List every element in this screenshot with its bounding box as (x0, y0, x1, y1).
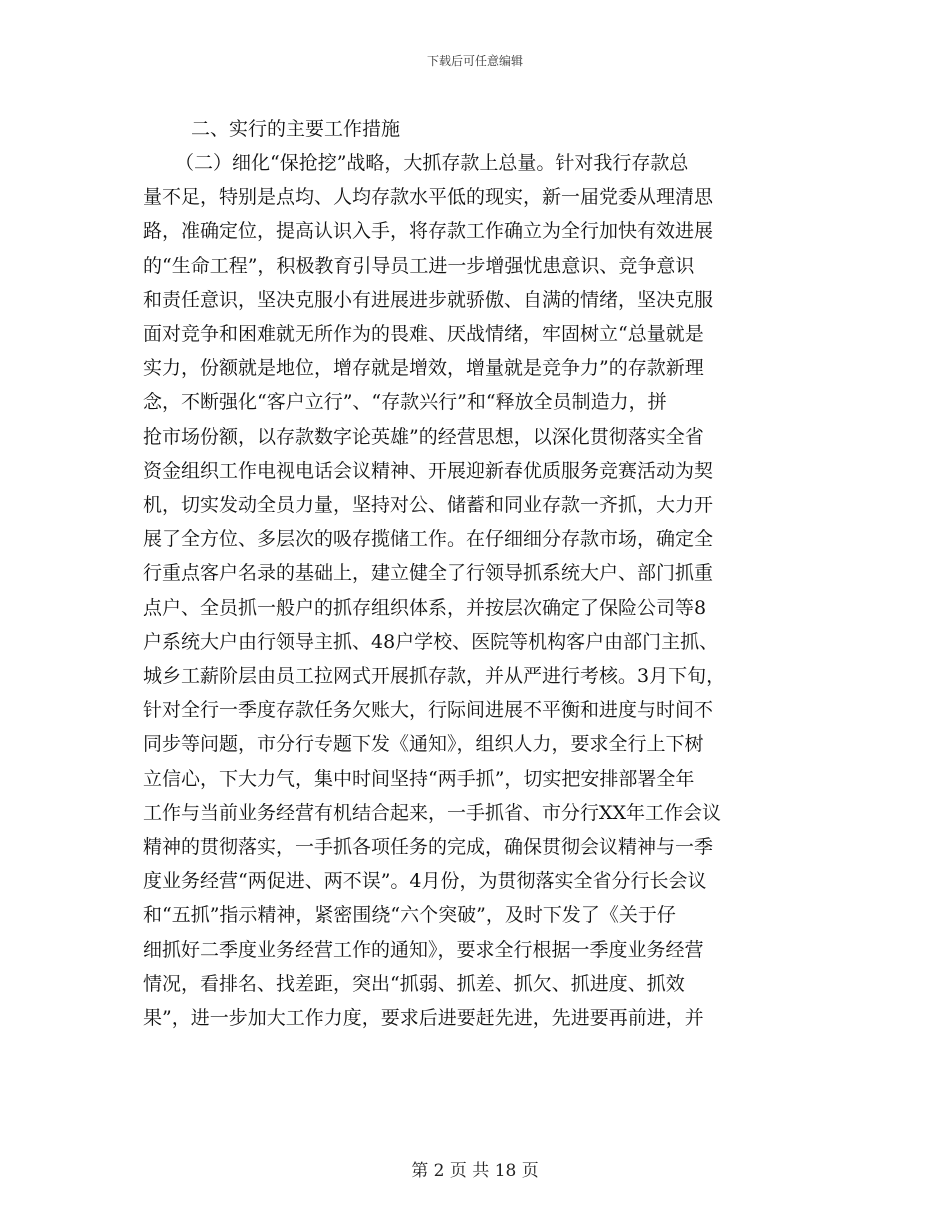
paragraph-line: 资金组织工作电视电话会议精神、开展迎新春优质服务竞赛活动为契 (143, 459, 714, 482)
paragraph-line: 城乡工薪阶层由员工拉网式开展抓存款，并从严进行考核。3月下旬， (143, 665, 726, 688)
page-number: 第 2 页 共 18 页 (411, 1161, 539, 1181)
paragraph-line: 和“五抓”指示精神，紧密围绕“六个突破”，及时下发了《关于仔 (143, 904, 676, 927)
paragraph-line: 机，切实发动全员力量，坚持对公、储蓄和同业存款一齐抓，大力开 (143, 494, 714, 517)
paragraph-line: 细抓好二季度业务经营工作的通知》，要求全行根据一季度业务经营 (143, 938, 704, 961)
paragraph-line: 立信心，下大力气，集中时间坚持“两手抓”，切实把安排部署全年 (143, 767, 695, 790)
paragraph-line: 户系统大户由行领导主抓、48户学校、医院等机构客户由部门主抓、 (143, 630, 719, 653)
paragraph-line: 情况，看排名、找差距，突出“抓弱、抓差、抓欠、抓进度、抓效 (143, 972, 685, 995)
document-body (143, 112, 803, 1035)
paragraph-line: 点户、全员抓一般户的抓存组织体系，并按层次确定了保险公司等8 (143, 596, 707, 619)
paragraph-line: 实力，份额就是地位，增存就是增效，增量就是竞争力”的存款新理 (143, 357, 704, 380)
paragraph-line: 路，准确定位，提高认识入手，将存款工作确立为全行加快有效进展 (143, 220, 714, 243)
page-header: 下载后可任意编辑 (426, 54, 523, 68)
paragraph-line: 念，不断强化“客户立行”、“存款兴行”和“释放全员制造力，拼 (143, 391, 667, 414)
paragraph-line: 的“生命工程”，积极教育引导员工进一步增强忧患意识、竞争意识 (143, 254, 695, 277)
paragraph-line: 果”，进一步加大工作力度，要求后进要赶先进，先进要再前进，并 (143, 1007, 704, 1030)
paragraph-line: 精神的贯彻落实，一手抓各项任务的完成，确保贯彻会议精神与一季 (143, 836, 714, 859)
paragraph-line: （二）细化“保抢挖”战略，大抓存款上总量。针对我行存款总 (175, 152, 689, 174)
paragraph-line: 度业务经营“两促进、两不误”。4月份，为贯彻落实全省分行长会议 (143, 870, 707, 893)
paragraph-line: 行重点客户名录的基础上，建立健全了行领导抓系统大户、部门抓重 (143, 562, 714, 585)
paragraph-line: 和责任意识，坚决克服小有进展进步就骄傲、自满的情绪，坚决克服 (143, 288, 714, 311)
paragraph-line: 针对全行一季度存款任务欠账大，行际间进展不平衡和进度与时间不 (143, 699, 714, 722)
paragraph-line: 展了全方位、多层次的吸存揽储工作。在仔细细分存款市场，确定全 (143, 528, 714, 551)
paragraph-line: 量不足，特别是点均、人均存款水平低的现实，新一届党委从理清思 (143, 186, 714, 209)
paragraph-line: 工作与当前业务经营有机结合起来，一手抓省、市分行XX年工作会议 (143, 801, 722, 824)
paragraph-line: 同步等问题，市分行专题下发《通知》，组织人力，要求全行上下树 (143, 733, 704, 756)
paragraph-line: 面对竞争和困难就无所作为的畏难、厌战情绪，牢固树立“总量就是 (143, 323, 704, 346)
paragraph-line: 抢市场份额，以存款数字论英雄”的经营思想，以深化贯彻落实全省 (143, 425, 704, 448)
section-heading: 二、实行的主要工作措施 (191, 118, 401, 140)
paragraph (143, 146, 803, 1035)
